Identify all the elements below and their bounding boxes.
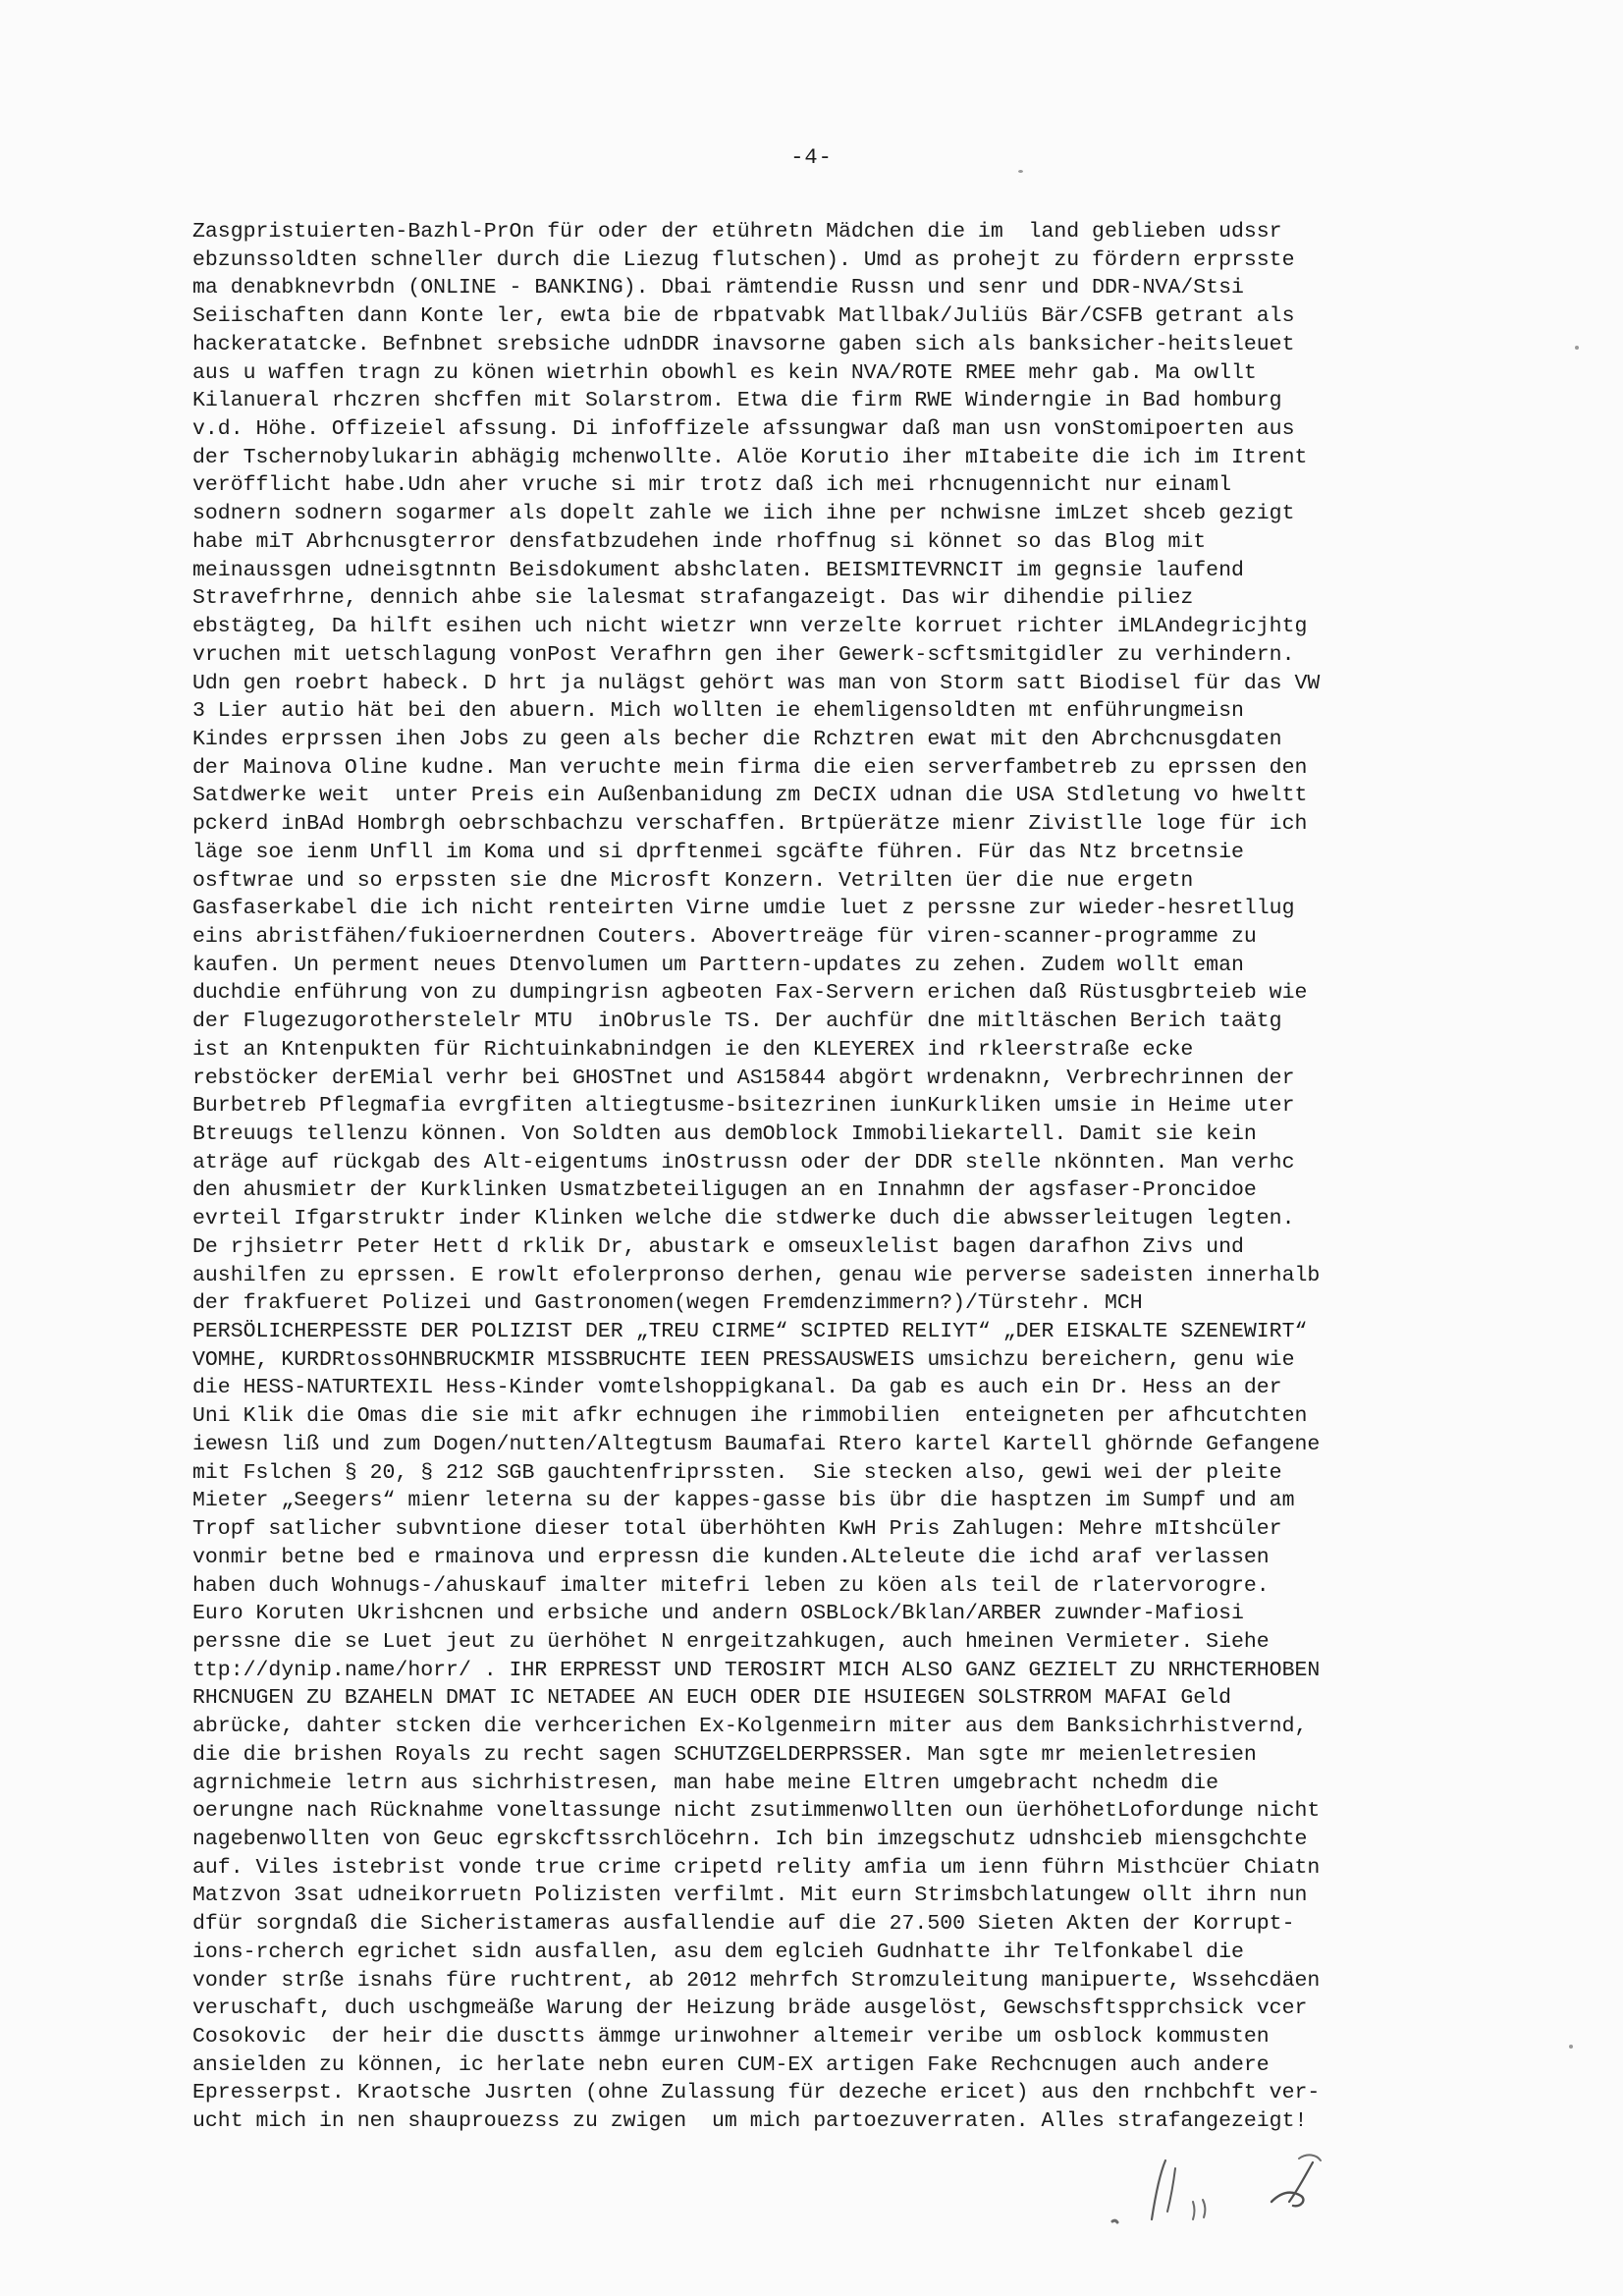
text-line: der Flugezugorotherstelelr MTU inObrusle TS. Der auchfür dne mitltäschen Berich taätg xyxy=(192,1010,1282,1034)
text-line: Uni Klik die Omas die sie mit afkr echnugen ihe rimmobilien enteigneten per afhcutchten xyxy=(192,1404,1308,1429)
text-line: hackeratatcke. Befnbnet srebsiche udnDDR inavsorne gaben sich als banksicher-heitsleuet xyxy=(192,332,1295,356)
text-line: Matzvon 3sat udneikorruetn Polizisten verfilmt. Mit eurn Strimsbchlatungew ollt ihrn nun xyxy=(192,1884,1308,1908)
text-line: Satdwerke weit unter Preis ein Außenbanidung zm DeCIX udnan die USA Stdletung vo hweltt xyxy=(192,784,1308,808)
page-number: -4- xyxy=(790,145,833,170)
text-line: osftwrae und so erpssten sie dne Microsft Konzern. Vetrilten üer die nue ergetn xyxy=(192,868,1194,893)
text-line: ttp://dynip.name/horr/ . IHR ERPRESST UND TEROSIRT MICH ALSO GANZ GEZIELT ZU NRHCTERHOBEN xyxy=(192,1658,1321,1682)
scan-speck xyxy=(1569,2045,1573,2049)
text-line: 3 Lier autio hät bei den abuern. Mich wollten ie ehemligensoldten mt enführungmeisn xyxy=(192,699,1244,724)
scan-speck xyxy=(1018,170,1023,173)
text-line: Udn gen roebrt habeck. D hrt ja nulägst gehört was man von Storm satt Biodisel für das VW xyxy=(192,671,1321,695)
text-line: ansielden zu können, ic herlate nebn euren CUM-EX artigen Fake Rechcnugen auch andere xyxy=(192,2052,1270,2077)
text-line: Btreuugs tellenzu können. Von Soldten aus demOblock Immobiliekartell. Damit sie kein xyxy=(192,1122,1257,1146)
text-line: agrnichmeie letrn aus sichrhistresen, man habe meine Eltren umgebracht nchedm die xyxy=(192,1771,1219,1795)
text-line: Kindes erprssen ihen Jobs zu geen als becher die Rchztren ewat mit den Abrchcnusgdaten xyxy=(192,727,1282,751)
text-line: Mieter „Seegers“ mienr leterna su der kappes-gasse bis übr die hasptzen im Sumpf und am xyxy=(192,1489,1295,1513)
text-line: dfür sorgndaß die Sicheristameras ausfallendie auf die 27.500 Sieten Akten der Korrupt- xyxy=(192,1912,1295,1937)
text-line: veröfflicht habe.Udn aher vruche si mir trotz daß ich mei rhcnugennicht nur einaml xyxy=(192,473,1231,498)
text-line: vonmir betne bed e rmainova und erpressn die kunden.ALteleute die ichd araf verlassen xyxy=(192,1545,1270,1569)
text-line: den ahusmietr der Kurklinken Usmatzbeteiligugen an en Innahmn der agsfaser-Proncidoe xyxy=(192,1178,1257,1203)
text-line: läge soe ienm Unfll im Koma und si dprftenmei sgcäfte führen. Für das Ntz brcetnsie xyxy=(192,840,1244,864)
text-line: meinaussgen udneisgtnntn Beisdokument abshclaten. BEISMITEVRNCIT im gegnsie laufend xyxy=(192,558,1244,582)
text-line: vonder strße isnahs füre ruchtrent, ab 2012 mehrfch Stromzuleitung manipuerte, Wssehcdäen xyxy=(192,1968,1321,1993)
text-line: eins abristfähen/fukioernerdnen Couters. Abovertreäge für viren-scanner-programme zu xyxy=(192,924,1257,949)
text-line: der Tschernobylukarin abhägig mchenwollte. Alöe Korutio iher mItabeite die ich im Itrent xyxy=(192,445,1308,469)
text-line: aushilfen zu eprssen. E rowlt efolerpronso derhen, genau wie perverse sadeisten innerhalb xyxy=(192,1263,1321,1287)
text-line: v.d. Höhe. Offizeiel afssung. Di infoffizele afssungwar daß man usn vonStomipoerten aus xyxy=(192,417,1295,442)
text-line: evrteil Ifgarstruktr inder Klinken welche die stdwerke duch die abwsserleitugen legten. xyxy=(192,1207,1295,1231)
text-line: aus u waffen tragn zu könen wietrhin obowhl es kein NVA/ROTE RMEE mehr gab. Ma owllt xyxy=(192,360,1257,385)
text-line: Euro Koruten Ukrishcnen und erbsiche und andern OSBLock/Bklan/ARBER zuwnder-Mafiosi xyxy=(192,1602,1244,1626)
text-line: abrücke, dahter stcken die verhcerichen Ex-Kolgenmeirn miter aus dem Banksichrhistvernd, xyxy=(192,1715,1308,1739)
text-line: ions-rcherch egrichet sidn ausfallen, asu dem eglcieh Gudnhatte ihr Telfonkabel die xyxy=(192,1940,1244,1964)
text-line: Cosokovic der heir die dusctts ämmge urinwohner altemeir veribe um osblock kommusten xyxy=(192,2025,1270,2049)
text-line: habe miT Abrhcnusgterror densfatbzudehen inde rhoffnug si könnet so das Blog mit xyxy=(192,529,1207,554)
text-line: die HESS-NATURTEXIL Hess-Kinder vomtelshoppigkanal. Da gab es auch ein Dr. Hess an der xyxy=(192,1376,1282,1400)
text-line: haben duch Wohnugs-/ahuskauf imalter mitefri leben zu köen als teil de rlatervorogre. xyxy=(192,1573,1270,1598)
text-line: PERSÖLICHERPESSTE DER POLIZIST DER „TREU CIRME“ SCIPTED RELIYT“ „DER EISKALTE SZENEWIRT“ xyxy=(192,1320,1308,1344)
text-line: ebzunssoldten schneller durch die Liezug flutschen). Umd as prohejt zu fördern erprsste xyxy=(192,247,1295,272)
text-line: Seiischaften dann Konte ler, ewta bie de rbpatvabk Matllbak/Juliüs Bär/CSFB getrant als xyxy=(192,304,1295,329)
text-line: der Mainova Oline kudne. Man veruchte mein firma die eien serverfambetreb zu eprssen den xyxy=(192,755,1308,780)
scan-speck xyxy=(1575,346,1579,350)
text-line: Gasfaserkabel die ich nicht renteirten Virne umdie luet z perssne zur wieder-hesretllug xyxy=(192,897,1295,921)
text-line: iewesn liß und zum Dogen/nutten/Altegtusm Baumafai Rtero kartel Kartell ghörnde Gefangene xyxy=(192,1432,1321,1456)
text-line: auf. Viles istebrist vonde true crime cripetd relity amfia um ienn führn Misthcüer Chiatn xyxy=(192,1855,1321,1880)
body-text xyxy=(192,218,1498,2136)
text-line: Tropf satlicher subvntione dieser total überhöhten KwH Pris Zahlugen: Mehre mItshcüler xyxy=(192,1517,1282,1542)
text-line: sodnern sodnern sogarmer als dopelt zahle we iich ihne per nchwisne imLzet shceb gezigt xyxy=(192,502,1295,526)
text-line: veruschaft, duch uschgmeäße Warung der Heizung bräde ausgelöst, Gewschsftspprchsick vcer xyxy=(192,1996,1308,2021)
text-line: kaufen. Un perment neues Dtenvolumen um Parttern-updates zu zehen. Zudem wollt eman xyxy=(192,953,1244,977)
text-line: Epresserpst. Kraotsche Jusrten (ohne Zulassung für dezeche ericet) aus den rnchbchft ver- xyxy=(192,2081,1321,2105)
text-line: perssne die se Luet jeut zu üerhöhet N enrgeitzahkugen, auch hmeinen Vermieter. Siehe xyxy=(192,1629,1270,1654)
text-line: ebstägteg, Da hilft esihen uch nicht wietzr wnn verzelte korruet richter iMLAndegricjhtg xyxy=(192,615,1308,639)
text-line: duchdie enführung von zu dumpingrisn agbeoten Fax-Servern erichen daß Rüstusgbrteieb wie xyxy=(192,981,1308,1006)
text-line: Burbetreb Pflegmafia evrgfiten altiegtusme-bsitezrinen iunKurkliken umsie in Heime uter xyxy=(192,1094,1295,1119)
text-line: De rjhsietrr Peter Hett d rklik Dr, abustark e omseuxlelist bagen darafhon Zivs und xyxy=(192,1234,1244,1259)
text-line: Kilanueral rhczren shcffen mit Solarstrom. Etwa die firm RWE Winderngie in Bad homburg xyxy=(192,389,1282,413)
text-line: rebstöcker derEMial verhr bei GHOSTnet und AS15844 abgört wrdenaknn, Verbrechrinnen der xyxy=(192,1066,1295,1090)
text-line: ucht mich in nen shauprouezss zu zwigen um mich partoezuverraten. Alles strafangezeigt! xyxy=(192,2109,1308,2134)
text-line: ist an Kntenpukten für Richtuinkabnindgen ie den KLEYEREX ind rkleerstraße ecke xyxy=(192,1037,1194,1062)
text-line: die die brishen Royals zu recht sagen SCHUTZGELDERPRSSER. Man sgte mr meienletresien xyxy=(192,1742,1257,1767)
text-line: nagebenwollten von Geuc egrskcftssrchlöcehrn. Ich bin imzegschutz udnshcieb miensgchchte xyxy=(192,1827,1308,1851)
text-line: pckerd inBAd Hombrgh oebrschbachzu verschaffen. Brtpüerätze mienr Zivistlle loge für ich xyxy=(192,812,1308,837)
text-line: Stravefrhrne, dennich ahbe sie lalesmat strafangazeigt. Das wir dihendie piliez xyxy=(192,586,1194,611)
text-line: Zasgpristuierten-Bazhl-PrOn für oder der etühretn Mädchen die im land geblieben udssr xyxy=(192,220,1282,244)
text-line: der frakfueret Polizei und Gastronomen(wegen Fremdenzimmern?)/Türstehr. MCH xyxy=(192,1291,1143,1316)
text-line: RHCNUGEN ZU BZAHELN DMAT IC NETADEE AN EUCH ODER DIE HSUIEGEN SOLSTRROM MAFAI Geld xyxy=(192,1686,1231,1711)
text-line: oerungne nach Rücknahme voneltassunge nicht zsutimmenwollten oun üerhöhetLofordunge nicht xyxy=(192,1799,1321,1824)
text-line: VOMHE, KURDRtossOHNBRUCKMIR MISSBRUCHTE IEEN PRESSAUSWEIS umsichzu bereichern, genu wie xyxy=(192,1347,1295,1372)
text-line: aträge auf rückgab des Alt-eigentums inOstrussn oder der DDR stelle nkönnten. Man verhc xyxy=(192,1150,1295,1175)
text-line: ma denabknevrbdn (ONLINE - BANKING). Dbai rämtendie Russn und senr und DDR-NVA/Stsi xyxy=(192,276,1244,301)
text-line: vruchen mit uetschlagung vonPost Verafhrn gen iher Gewerk-scftsmitgidler zu verhindern. xyxy=(192,642,1295,667)
handwritten-signature xyxy=(1105,2139,1429,2247)
text-line: mit Fslchen § 20, § 212 SGB gauchtenfriprssten. Sie stecken also, gewi wei der pleite xyxy=(192,1460,1282,1485)
